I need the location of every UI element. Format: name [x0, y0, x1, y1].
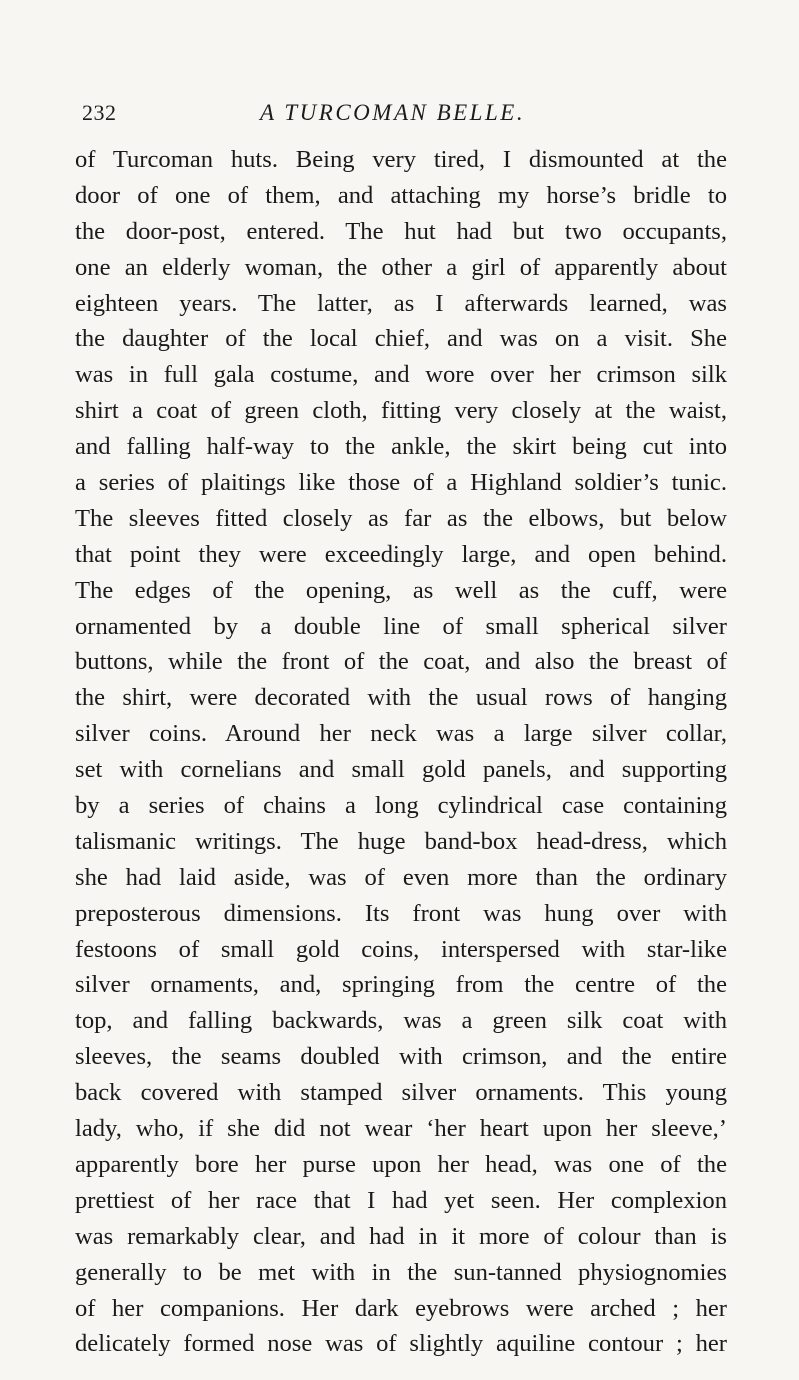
text-line: a series of plaitings like those of a Highland soldier’s tunic.: [75, 469, 727, 497]
text-line: she had laid aside, was of even more than the ordinary: [75, 863, 727, 891]
text-line: the daughter of the local chief, and was on a visit. She: [75, 325, 727, 353]
text-line: silver ornaments, and, springing from the centre of the: [75, 971, 727, 999]
text-line: sleeves, the seams doubled with crimson, and the entire: [75, 1043, 727, 1071]
text-line: one an elderly woman, the other a girl of apparently about: [75, 253, 727, 281]
page-number: 232: [82, 100, 117, 125]
text-line: top, and falling backwards, was a green silk coat with: [75, 1007, 727, 1035]
text-line: The sleeves fitted closely as far as the elbows, but below: [75, 504, 727, 532]
running-head: [82, 100, 722, 134]
text-line: the door-post, entered. The hut had but two occupants,: [75, 217, 727, 245]
text-line: buttons, while the front of the coat, and also the breast of: [75, 648, 727, 676]
text-line: back covered with stamped silver ornaments. This young: [75, 1079, 727, 1107]
text-line: shirt a coat of green cloth, fitting very closely at the waist,: [75, 397, 727, 425]
text-line: The edges of the opening, as well as the cuff, were: [75, 576, 727, 604]
text-line: and falling half-way to the ankle, the skirt being cut into: [75, 433, 727, 461]
text-line: of her companions. Her dark eyebrows were arched ; her: [75, 1294, 727, 1322]
text-line: silver coins. Around her neck was a large silver collar,: [75, 720, 727, 748]
text-line: eighteen years. The latter, as I afterwards learned, was: [75, 289, 727, 317]
text-line: generally to be met with in the sun-tanned physiognomies: [75, 1258, 727, 1286]
body-text: [75, 142, 727, 1362]
text-line: that point they were exceedingly large, and open behind.: [75, 540, 727, 568]
text-line: prettiest of her race that I had yet seen. Her complexion: [75, 1186, 727, 1214]
text-line: delicately formed nose was of slightly aquiline contour ; her: [75, 1330, 727, 1358]
text-line: was remarkably clear, and had in it more of colour than is: [75, 1222, 727, 1250]
text-line: by a series of chains a long cylindrical case containing: [75, 792, 727, 820]
text-line: apparently bore her purse upon her head, was one of the: [75, 1150, 727, 1178]
text-line: of Turcoman huts. Being very tired, I dismounted at the: [75, 146, 727, 173]
text-line: lady, who, if she did not wear ‘her heart upon her sleeve,’: [75, 1115, 727, 1143]
text-line: the shirt, were decorated with the usual rows of hanging: [75, 684, 727, 712]
text-line: ornamented by a double line of small spherical silver: [75, 612, 727, 640]
text-line: talismanic writings. The huge band-box head-dress, which: [75, 827, 727, 855]
text-line: set with cornelians and small gold panels, and supporting: [75, 756, 727, 784]
running-title: A TURCOMAN BELLE.: [260, 100, 526, 125]
text-line: preposterous dimensions. Its front was hung over with: [75, 899, 727, 927]
text-line: festoons of small gold coins, interspersed with star-like: [75, 935, 727, 963]
text-line: door of one of them, and attaching my horse’s bridle to: [75, 181, 727, 209]
text-line: was in full gala costume, and wore over her crimson silk: [75, 361, 727, 389]
